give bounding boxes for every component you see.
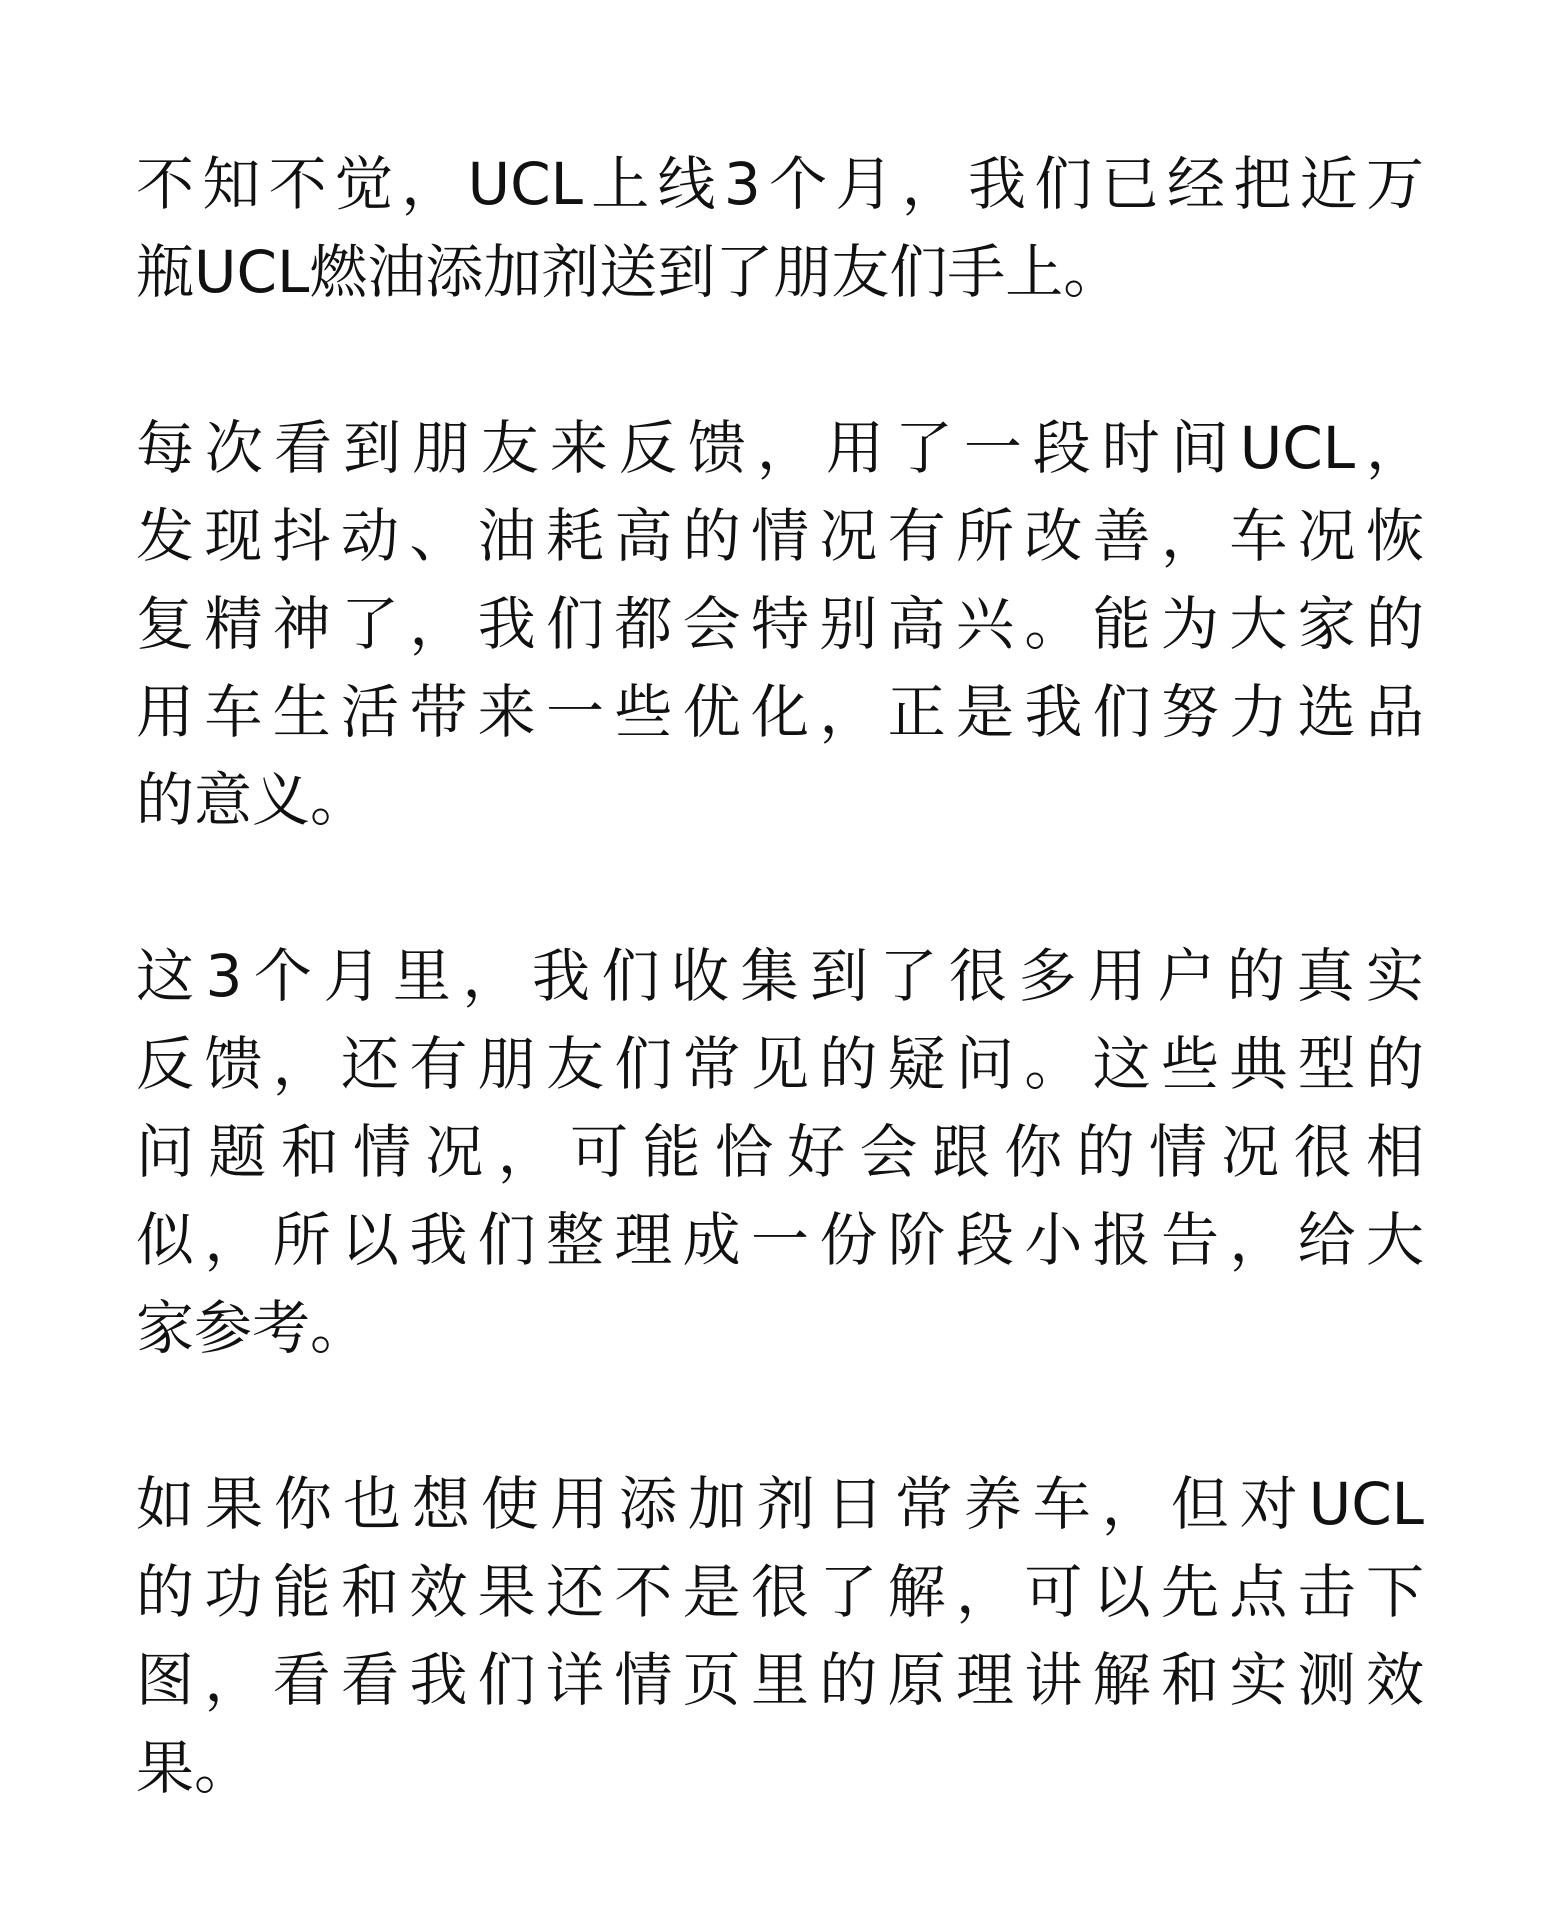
paragraph-intro <box>136 140 1424 316</box>
text-line: 发现抖动、油耗高的情况有所改善，车况恢 <box>136 502 1424 570</box>
paragraph-cta <box>136 1460 1424 1812</box>
paragraph-report <box>136 932 1424 1372</box>
text-line: 图，看看我们详情页里的原理讲解和实测效 <box>136 1646 1424 1714</box>
text-line: 瓶UCL燃油添加剂送到了朋友们手上。 <box>136 238 1122 306</box>
text-line: 家参考。 <box>136 1294 369 1362</box>
text-line: 果。 <box>136 1734 253 1802</box>
text-line: 似，所以我们整理成一份阶段小报告，给大 <box>136 1206 1424 1274</box>
text-line: 的意义。 <box>136 766 369 834</box>
text-line: 问题和情况，可能恰好会跟你的情况很相 <box>136 1118 1424 1186</box>
text-line: 复精神了，我们都会特别高兴。能为大家的 <box>136 590 1424 658</box>
paragraph-feedback <box>136 404 1424 844</box>
text-line: 的功能和效果还不是很了解，可以先点击下 <box>136 1558 1424 1626</box>
text-line: 不知不觉，UCL上线3个月，我们已经把近万 <box>136 150 1424 218</box>
text-line: 用车生活带来一些优化，正是我们努力选品 <box>136 678 1424 746</box>
text-line: 如果你也想使用添加剂日常养车，但对UCL <box>136 1470 1424 1538</box>
text-line: 反馈，还有朋友们常见的疑问。这些典型的 <box>136 1030 1424 1098</box>
text-line: 每次看到朋友来反馈，用了一段时间UCL， <box>136 414 1424 482</box>
text-line: 这3个月里，我们收集到了很多用户的真实 <box>136 942 1424 1010</box>
